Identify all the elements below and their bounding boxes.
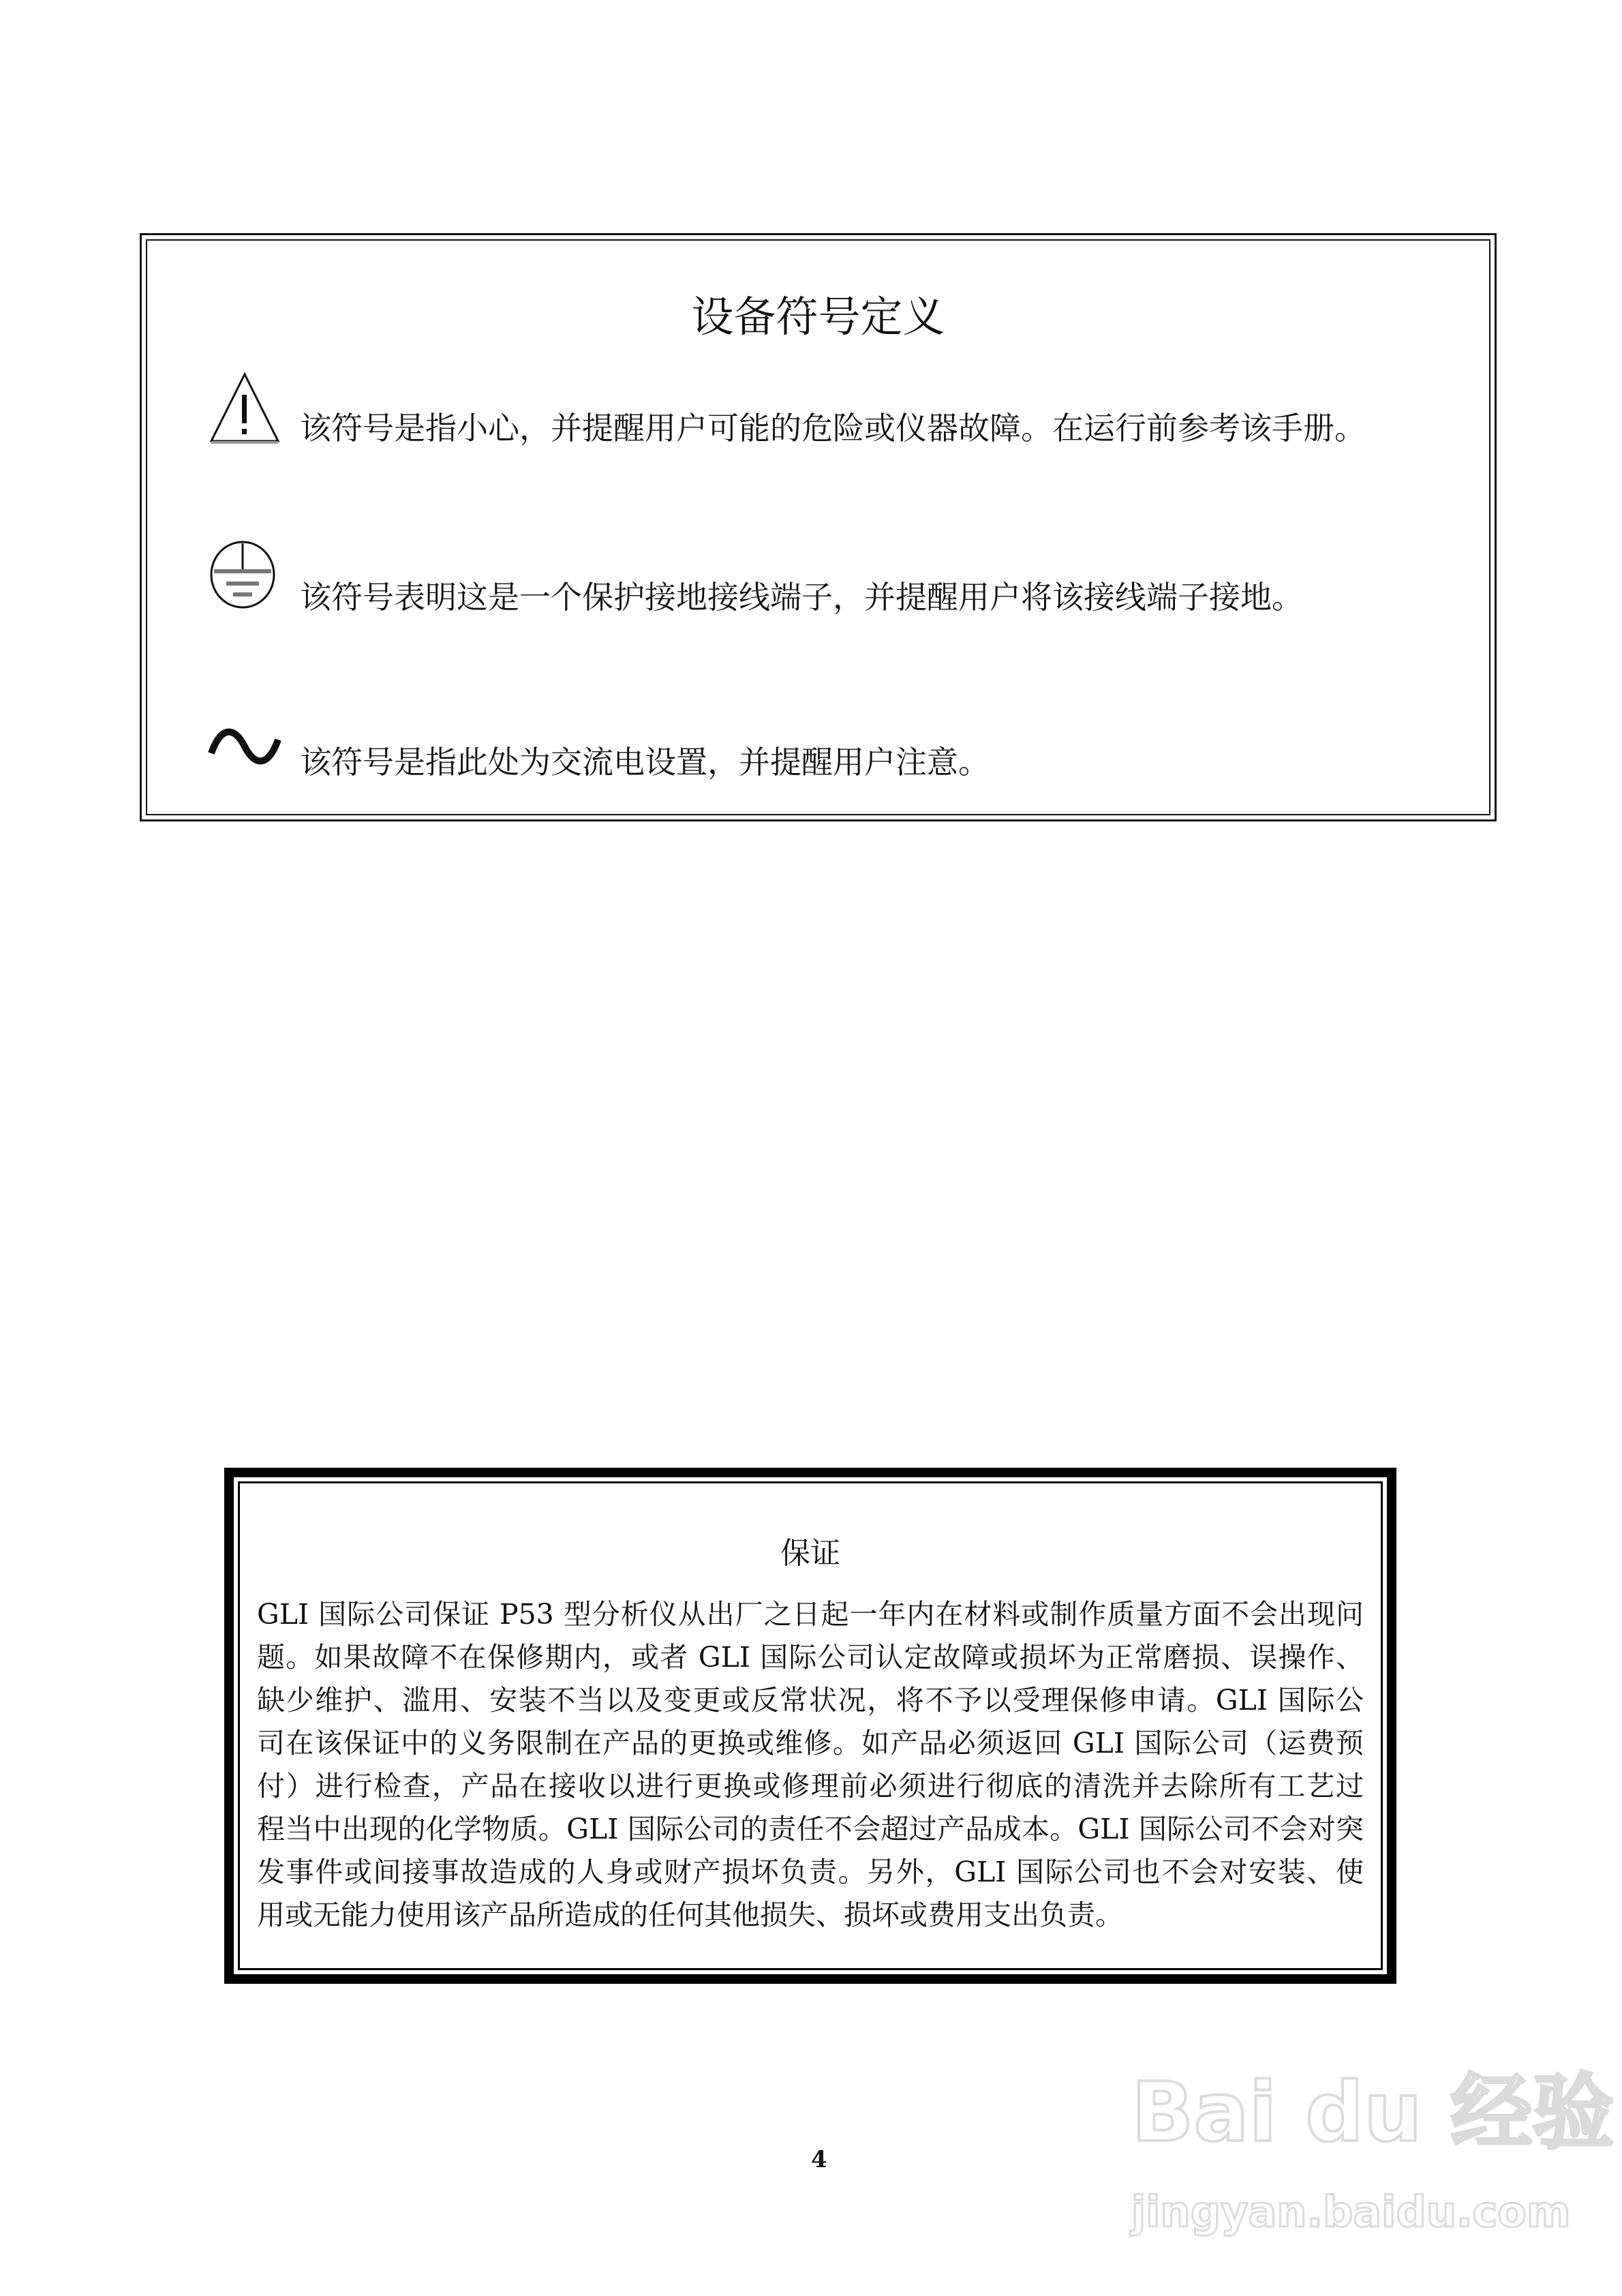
watermark-url: jingyan.baidu.com	[1131, 2187, 1571, 2237]
warranty-line: 缺少维护、滥用、安装不当以及变更或反常状况，将不予以受理保修申请。GLI 国际公	[257, 1684, 1364, 1717]
warranty-line: 题。如果故障不在保修期内，或者 GLI 国际公司认定故障或损坏为正常磨损、误操作、	[257, 1641, 1364, 1674]
alternating-current-icon	[207, 706, 282, 781]
symbols-title: 设备符号定义	[691, 292, 945, 342]
symbol-description: 该符号是指此处为交流电设置，并提醒用户注意。	[300, 744, 990, 781]
symbol-row-warning	[207, 372, 1366, 447]
warranty-line: GLI 国际公司保证 P53 型分析仪从出厂之日起一年内在材料或制作质量方面不会出现问	[257, 1598, 1364, 1631]
warranty-line: 程当中出现的化学物质。GLI 国际公司的责任不会超过产品成本。GLI 国际公司不会对突	[257, 1813, 1364, 1845]
symbol-description: 该符号是指小心，并提醒用户可能的危险或仪器故障。在运行前参考该手册。	[300, 410, 1366, 447]
warranty-line: 发事件或间接事故造成的人身或财产损坏负责。另外，GLI 国际公司也不会对安装、使	[257, 1856, 1364, 1888]
symbol-description: 该符号表明这是一个保护接地接线端子，并提醒用户将该接线端子接地。	[300, 579, 1303, 616]
symbol-row-ac	[207, 706, 990, 781]
symbol-definitions-box	[140, 233, 1497, 821]
warranty-line: 付）进行检查，产品在接收以进行更换或修理前必须进行彻底的清洗并去除所有工艺过	[257, 1770, 1364, 1802]
protective-earth-icon	[207, 541, 282, 616]
baidu-watermark	[1131, 2066, 1615, 2256]
symbol-row-earth	[207, 541, 1303, 616]
warranty-line: 用或无能力使用该产品所造成的任何其他损失、损坏或费用支出负责。	[257, 1899, 1123, 1931]
warranty-box	[224, 1468, 1396, 1984]
watermark-brand: Bai du 经验	[1131, 2066, 1615, 2160]
page-number: 4	[811, 2146, 827, 2173]
warning-triangle-icon	[207, 372, 282, 447]
warranty-text	[257, 1593, 1364, 1937]
warranty-line: 司在该保证中的义务限制在产品的更换或维修。如产品必须返回 GLI 国际公司（运费预	[257, 1727, 1364, 1759]
warranty-title: 保证	[780, 1536, 840, 1571]
